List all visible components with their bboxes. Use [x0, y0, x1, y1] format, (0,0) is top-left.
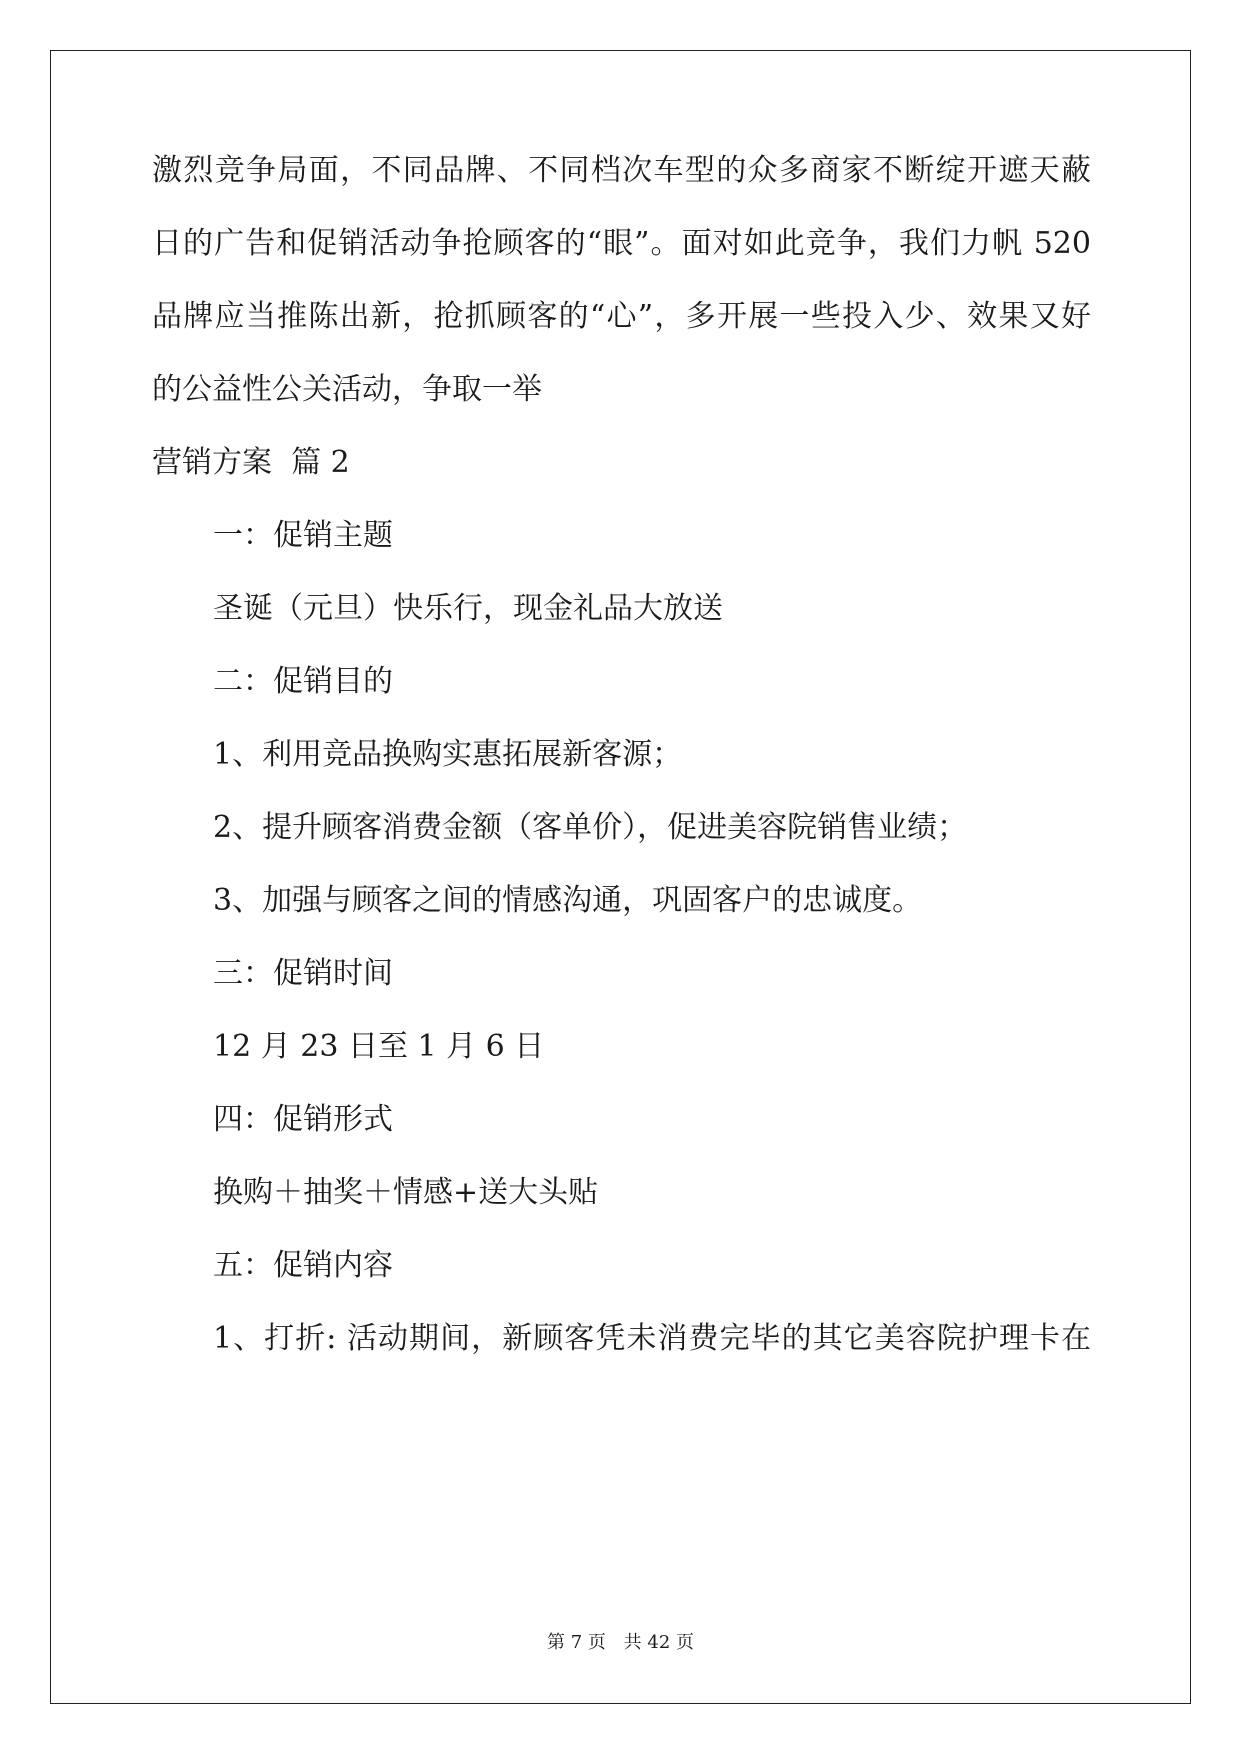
heading-promo-purpose: 二：促销目的	[213, 664, 393, 699]
body-text: 圣诞（元旦）快乐行，现金礼品大放送	[213, 591, 723, 626]
paragraph-line: 的公益性公关活动，争取一举	[152, 372, 542, 407]
body-text: 12 月 23 日至 1 月 6 日	[213, 1029, 545, 1064]
page-total: 共 42 页	[623, 1632, 694, 1653]
paragraph-line: 日的广告和促销活动争抢顾客的“眼”。面对如此竞争，我们力帆 520	[152, 226, 1091, 261]
page-number: 第 7 页	[547, 1632, 606, 1653]
list-item: 3、加强与顾客之间的情感沟通，巩固客户的忠诚度。	[213, 883, 923, 918]
heading-promo-time: 三：促销时间	[213, 956, 393, 991]
section-title: 营销方案 篇 2	[152, 445, 350, 480]
list-item: 2、提升顾客消费金额（客单价），促进美容院销售业绩；	[213, 810, 968, 845]
list-item: 1、利用竞品换购实惠拓展新客源；	[213, 737, 683, 772]
page-footer	[0, 1628, 1241, 1654]
paragraph-line: 激烈竞争局面，不同品牌、不同档次车型的众多商家不断绽开遮天蔽	[152, 153, 1091, 188]
heading-promo-theme: 一：促销主题	[213, 518, 393, 553]
body-text: 换购＋抽奖＋情感+送大头贴	[213, 1175, 599, 1210]
heading-promo-form: 四：促销形式	[213, 1102, 393, 1137]
list-item: 1、打折: 活动期间，新顾客凭未消费完毕的其它美容院护理卡在	[213, 1321, 1091, 1356]
heading-promo-content: 五：促销内容	[213, 1248, 393, 1283]
paragraph-line: 品牌应当推陈出新，抢抓顾客的“心”，多开展一些投入少、效果又好	[152, 299, 1091, 334]
